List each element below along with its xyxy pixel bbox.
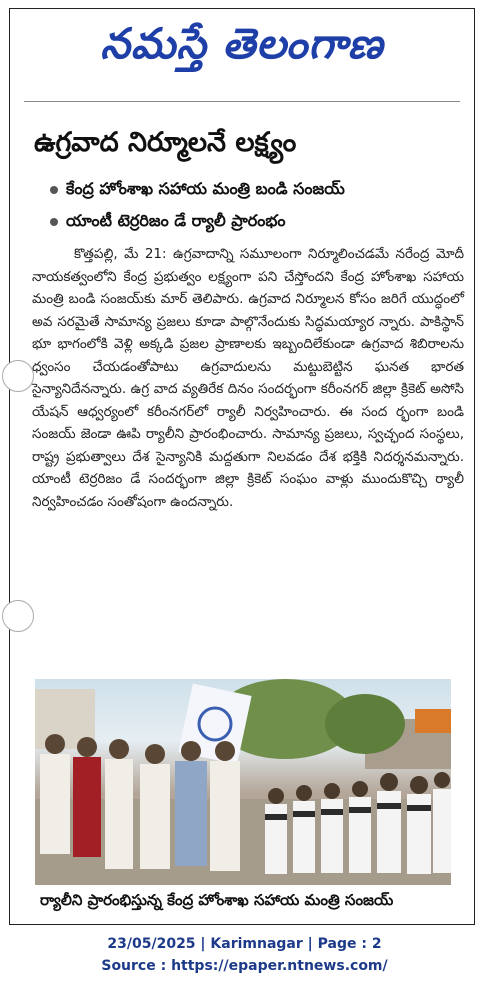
footer-source: Source : https://epaper.ntnews.com/: [101, 958, 388, 974]
news-photo: [35, 679, 451, 885]
article-clipping: [9, 8, 475, 925]
punch-hole: [2, 600, 34, 632]
article-body: [32, 243, 464, 513]
subheadline-2: యాంటీ టెర్రరిజం డే ర్యాలీ ప్రారంభం: [50, 211, 286, 234]
subheadline-1: కేంద్ర హోంశాఖ సహాయ మంత్రి బండి సంజయ్: [50, 179, 345, 202]
article-headline: ఉగ్రవాద నిర్మూలనే లక్ష్యం: [34, 127, 297, 158]
footer-meta: 23/05/2025 | Karimnagar | Page : 2: [107, 936, 382, 952]
masthead: [10, 9, 474, 89]
masthead-title: నమస్తే తెలంగాణ: [100, 19, 384, 68]
article-text: కొత్తపల్లి, మే 21: ఉగ్రవాదాన్ని సమూలంగా నిర్మూలించడమే నరేంద్ర మోదీ నాయకత్వంలోని కేంద్ర ప్రభుత్వం లక్ష్యంగా పని చేస్తోందని కేంద్ర హోంశాఖ సహాయ మంత్రి బండి సంజయ్‌కు మార్ తెలిపారు. ఉగ్రవాద నిర్మూలన కోసం జరిగే యుద్ధంలో అవ సరమైతే సామాన్య ప్రజలు కూడా పాల్గొనేందుకు సిద్ధమయ్యార న్నారు. పాకిస్థాన్ భూ భాగంలోకి వెళ్లి అక్కడి ప్రజల ప్రాణాలకు ఇబ్బందిలేకుండా ఉగ్రవాద శిబిరాలను ధ్వంసం చేయడంతోపాటు ఉగ్రవాదులను మట్టుబెట్టిన ఘనత భారత సైన్యానిదేనన్నారు. ఉగ్ర వాద వ్యతిరేక దినం సందర్భంగా కరీంనగర్ జిల్లా క్రికెట్ అసోసి యేషన్ ఆధ్వర్యంలో కరీంనగర్‌లో ర్యాలీ నిర్వహించారు. ఈ సంద ర్భంగా బండి సంజయ్ జెండా ఊపి ర్యాలీని ప్రారంభించారు. సామాన్య ప్రజలు, స్వచ్ఛంద సంస్థలు, రాష్ట్ర ప్రభుత్వాలు దేశ సైన్యానికి మద్దతుగా నిలవడం దేశ భక్తికి నిదర్శనమన్నారు. యాంటీ టెర్రరిజం డే సందర్భంగా జిల్లా క్రికెట్ సంఘం వాళ్లు ముందుకొచ్చి ర్యాలీ నిర్వహించడం సంతోషంగా ఉందన్నారు.: [32, 246, 464, 510]
punch-hole: [2, 360, 34, 392]
bullet-icon: [50, 218, 58, 226]
rally-photo-illustration: [35, 679, 451, 885]
divider: [24, 101, 460, 102]
photo-caption: ర్యాలీని ప్రారంభిస్తున్న కేంద్ర హోంశాఖ సహాయ మంత్రి సంజయ్: [40, 891, 394, 909]
bullet-icon: [50, 186, 58, 194]
